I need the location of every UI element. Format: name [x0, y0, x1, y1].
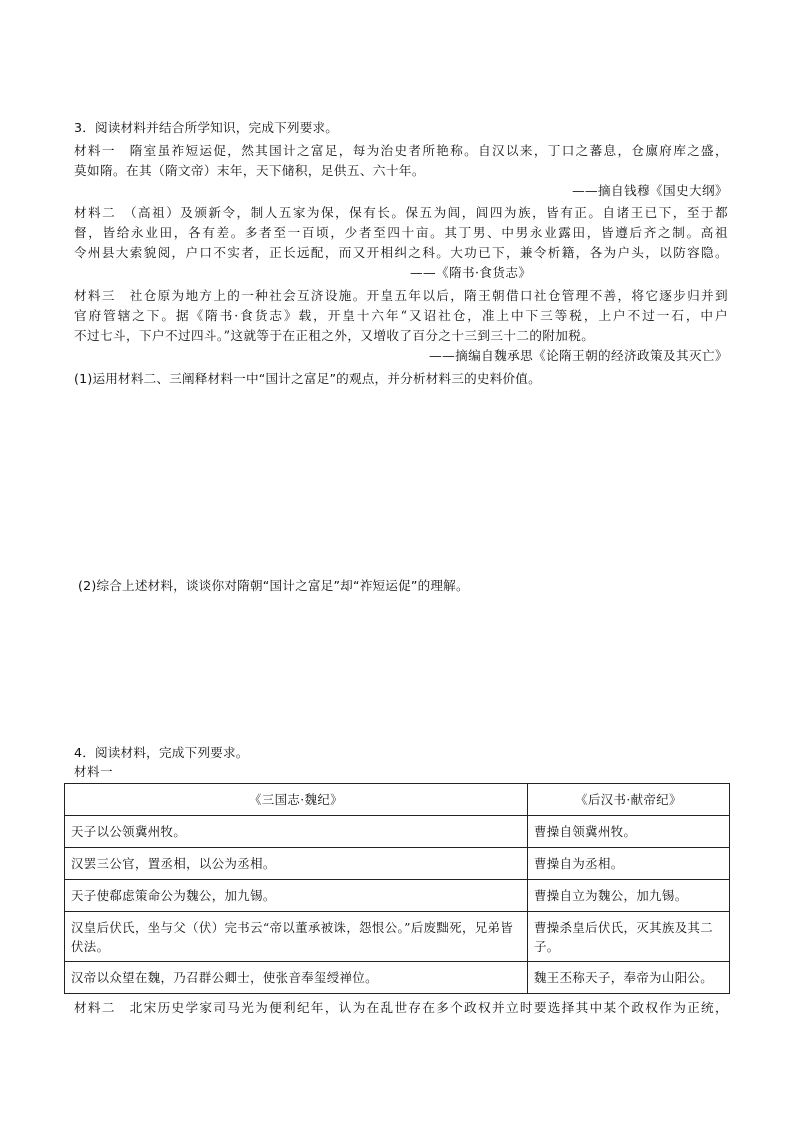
q3-material2-line: 督，皆给永业田，各有差。多者至一百顷，少者至四十亩。其丁男、中男永业露田，皆遵后齐之制。高祖: [74, 225, 728, 240]
q3-subquestion-2: (2)综合上述材料，谈谈你对隋朝“国计之富足”却“祚短运促”的理解。: [78, 578, 469, 593]
table-cell: 魏王丕称天子，奉帝为山阳公。: [528, 962, 730, 994]
q3-material2-line: 材料二 （高祖）及颁新令，制人五家为保，保有长。保五为闾，闾四为族，皆有正。自诸王已下，至于都: [74, 205, 728, 220]
table-row: [65, 848, 730, 880]
q4-title: 4．阅读材料，完成下列要求。: [74, 745, 249, 760]
table-cell: 天子使郗虑策命公为魏公，加九锡。: [65, 880, 528, 912]
table-header-row: [65, 784, 730, 816]
table-cell: 汉皇后伏氏，坐与父（伏）完书云“帝以董承被诛，怨恨公。”后废黜死，兄弟皆伏法。: [65, 912, 528, 962]
q3-material3-line: 不过七斗，下户不过四斗。”这就等于在正租之外，又增收了百分之十三到三十二的附加税。: [74, 328, 595, 343]
table-header-cell: 《后汉书·献帝纪》: [528, 784, 730, 816]
q3-material3-line: 官府管辖之下。据《隋书·食货志》载，开皇十六年“又诏社仓，准上中下三等税，上户不过一石，中户: [74, 308, 728, 323]
q4-material2-line: 材料二 北宋历史学家司马光为便利纪年，认为在乱世存在多个政权并立时要选择其中某个政权作为正统，: [74, 1000, 728, 1015]
q4-material1-label: 材料一: [74, 764, 113, 779]
q3-material2-line: 令州县大索貌阅，户口不实者，正长远配，而又开相纠之科。大功已下，兼令析籍，各为户头，以防容隐。: [74, 245, 728, 260]
comparison-table: [64, 783, 730, 994]
table-cell: 曹操自领冀州牧。: [528, 816, 730, 848]
q3-material1-line: 材料一 隋室虽祚短运促，然其国计之富足，每为治史者所艳称。自汉以来，丁口之蕃息，仓廪府库之盛，: [74, 143, 728, 158]
q3-material3-line: 材料三 社仓原为地方上的一种社会互济设施。开皇五年以后，隋王朝借口社仓管理不善，将它逐步归并到: [74, 288, 728, 303]
table-row: [65, 912, 730, 962]
table-cell: 汉罢三公官，置丞相，以公为丞相。: [65, 848, 528, 880]
q3-subquestion-1: (1)运用材料二、三阐释材料一中“国计之富足”的观点，并分析材料三的史料价值。: [74, 371, 541, 386]
q3-title: 3．阅读材料并结合所学知识，完成下列要求。: [74, 120, 339, 135]
table-header-cell: 《三国志·魏纪》: [65, 784, 528, 816]
table-cell: 曹操杀皇后伏氏，灭其族及其二子。: [528, 912, 730, 962]
q3-material3-source: ——摘编自魏承思《论隋王朝的经济政策及其灭亡》: [429, 348, 728, 363]
q3-material1-source: ——摘自钱穆《国史大纲》: [572, 183, 728, 198]
table-row: [65, 880, 730, 912]
table-row: [65, 962, 730, 994]
q3-material1-line: 莫如隋。在其（隋文帝）末年，天下储积，足供五、六十年。: [74, 163, 425, 178]
table-cell: 汉帝以众望在魏，乃召群公卿士，使张音奉玺绶禅位。: [65, 962, 528, 994]
table-cell: 曹操自为丞相。: [528, 848, 730, 880]
table-row: [65, 816, 730, 848]
table-cell: 天子以公领冀州牧。: [65, 816, 528, 848]
q3-material2-source: ——《隋书·食货志》: [410, 265, 532, 280]
table-cell: 曹操自立为魏公，加九锡。: [528, 880, 730, 912]
